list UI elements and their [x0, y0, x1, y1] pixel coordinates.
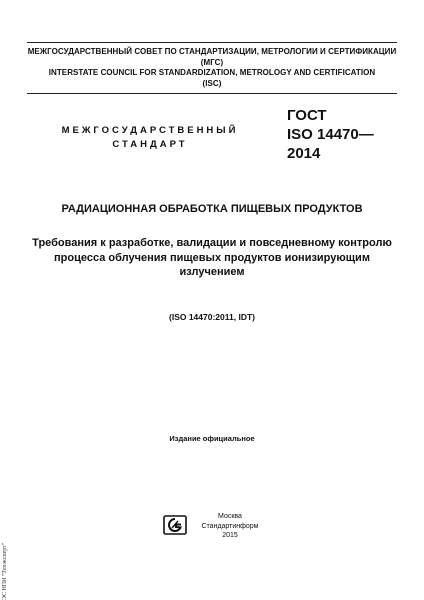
iso-reference: (ISO 14470:2011, IDT): [169, 312, 255, 322]
standard-type-label: [60, 124, 240, 152]
subtitle-line2: процесса облучения пищевых продуктов ионизирующим: [54, 251, 370, 264]
council-abbr-ru: (МГС): [200, 57, 224, 67]
publisher-name: Стандартинформ: [201, 522, 259, 530]
council-header: [27, 42, 397, 94]
publisher-city: Москва: [218, 513, 242, 520]
designation-line3: 2014: [287, 145, 321, 162]
standard-type-line2: СТАНДАРТ: [112, 139, 188, 150]
document-title: РАДИАЦИОННАЯ ОБРАБОТКА ПИЩЕВЫХ ПРОДУКТОВ: [61, 203, 363, 215]
publisher-block: [190, 512, 270, 541]
subtitle-line3: излучением: [179, 266, 245, 278]
publisher-year: 2015: [222, 532, 238, 539]
designation-line1: ГОСТ: [287, 107, 327, 124]
council-name-en: INTERSTATE COUNCIL FOR STANDARDIZATION, METROLOGY AND CERTIFICATION: [48, 68, 376, 77]
council-abbr-en: (ISC): [202, 78, 222, 88]
standard-type-line1: МЕЖГОСУДАРСТВЕННЫЙ: [61, 125, 239, 136]
side-watermark-note: ЭС НПИ "Техэксперт": [2, 542, 8, 600]
edition-label: Издание официальное: [169, 434, 255, 443]
standard-designation: [287, 106, 374, 163]
council-name-ru: МЕЖГОСУДАРСТВЕННЫЙ СОВЕТ ПО СТАНДАРТИЗАЦИИ, МЕТРОЛОГИИ И СЕРТИФИКАЦИИ: [27, 47, 397, 56]
standartinform-logo-icon: [163, 515, 187, 535]
document-subtitle: [30, 236, 394, 280]
subtitle-line1: Требования к разработке, валидации и повседневному контролю: [32, 237, 392, 249]
designation-line2: ISO 14470—: [287, 126, 374, 143]
